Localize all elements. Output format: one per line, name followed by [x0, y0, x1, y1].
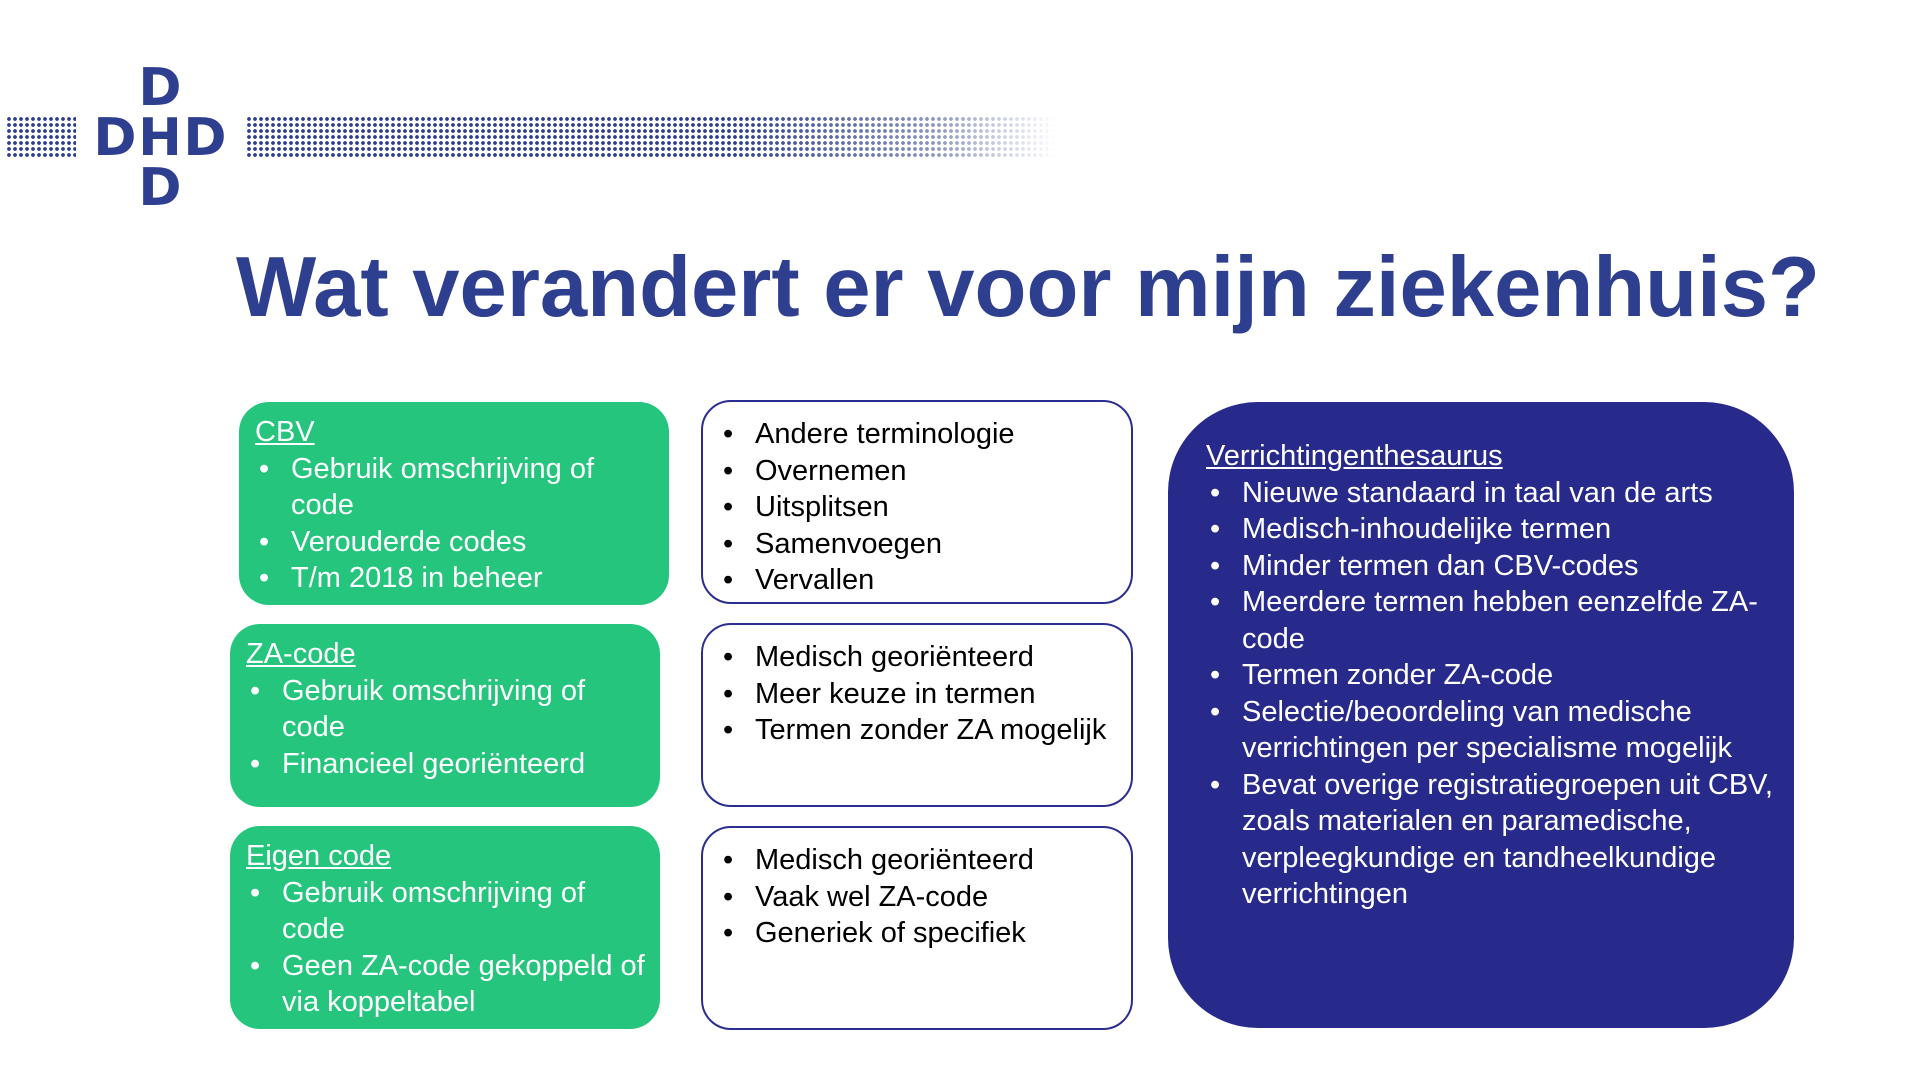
list-item-text: Gebruik omschrijving of code — [282, 674, 585, 743]
list-item — [246, 673, 646, 746]
logo-letter-right: D — [183, 108, 227, 168]
list-item — [255, 560, 655, 597]
verrichtingenthesaurus-box — [1168, 402, 1794, 1028]
bullet-icon: • — [1210, 586, 1221, 618]
list-item-text: Minder termen dan CBV-codes — [1242, 549, 1639, 582]
logo-letter-top: D — [138, 58, 182, 118]
list-item-text: Medisch-inhoudelijke termen — [1242, 513, 1612, 545]
list-item — [1206, 657, 1774, 694]
bullet-icon: • — [723, 917, 734, 949]
bullet-icon: • — [723, 418, 734, 450]
logo-letter-center: H — [138, 108, 182, 168]
eigen-code-box — [230, 826, 660, 1029]
bullet-icon: • — [723, 677, 734, 710]
cbv-list — [255, 451, 655, 597]
logo-letter-bottom: D — [138, 158, 182, 218]
bullet-icon: • — [259, 562, 270, 594]
bullet-icon: • — [259, 452, 270, 485]
list-item — [719, 416, 1117, 453]
bullet-icon: • — [1210, 513, 1221, 545]
list-item — [719, 562, 1117, 599]
list-item-text: T/m 2018 in beheer — [291, 562, 543, 594]
list-item — [255, 451, 655, 524]
slide-title: Wat verandert er voor mijn ziekenhuis? — [236, 240, 1820, 335]
list-item — [719, 879, 1117, 916]
list-item-text: Meer keuze in termen — [755, 677, 1036, 710]
list-item-text: Verouderde codes — [291, 525, 527, 558]
list-item-text: Selectie/beoordeling van medische verrichtingen per specialisme mogelijk — [1242, 695, 1732, 764]
list-item-text: Vaak wel ZA-code — [755, 880, 989, 913]
za-code-box — [230, 624, 660, 807]
list-item — [1206, 511, 1774, 548]
bullet-icon: • — [1210, 768, 1221, 801]
bullet-icon: • — [250, 876, 261, 909]
logo-mark — [92, 58, 228, 218]
logo-dot-pattern-right — [246, 116, 1056, 158]
list-item — [1206, 767, 1774, 913]
changes-box — [701, 400, 1133, 604]
list-item-text: Financieel georiënteerd — [282, 747, 586, 780]
list-item — [719, 489, 1117, 526]
eigen-code-changes-list — [719, 842, 1117, 952]
logo-dot-pattern-left — [6, 116, 76, 158]
list-item-text: Uitsplitsen — [755, 491, 889, 523]
list-item-text: Gebruik omschrijving of code — [291, 452, 594, 521]
bullet-icon: • — [250, 674, 261, 707]
eigen-code-changes-box — [701, 826, 1133, 1030]
list-item-text: Gebruik omschrijving of code — [282, 876, 585, 945]
cbv-box — [239, 402, 669, 605]
list-item-text: Bevat overige registratiegroepen uit CBV, zoals materialen en paramedische, verpleegkundige en tandheelkundige verrichtingen — [1242, 768, 1773, 910]
list-item-text: Overnemen — [755, 454, 907, 487]
list-item-text: Geen ZA-code gekoppeld of via koppeltabel — [282, 949, 645, 1018]
bullet-icon: • — [723, 844, 734, 876]
list-item — [719, 526, 1117, 563]
bullet-icon: • — [1210, 476, 1221, 509]
bullet-icon: • — [723, 527, 734, 560]
bullet-icon: • — [1210, 659, 1221, 691]
cbv-heading: CBV — [255, 416, 315, 448]
list-item — [719, 842, 1117, 879]
list-item-text: Termen zonder ZA mogelijk — [755, 714, 1107, 746]
list-item — [719, 453, 1117, 490]
list-item — [1206, 694, 1774, 767]
bullet-icon: • — [250, 949, 261, 982]
list-item — [255, 524, 655, 561]
list-item-text: Medisch georiënteerd — [755, 844, 1034, 876]
bullet-icon: • — [723, 714, 734, 746]
list-item-text: Vervallen — [755, 564, 875, 596]
bullet-icon: • — [723, 454, 734, 487]
changes-list — [719, 416, 1117, 599]
list-item — [246, 948, 646, 1021]
bullet-icon: • — [723, 491, 734, 523]
za-code-changes-list — [719, 639, 1117, 749]
logo-letter-left: D — [93, 108, 137, 168]
list-item — [719, 676, 1117, 713]
za-code-changes-box — [701, 623, 1133, 807]
list-item — [1206, 548, 1774, 585]
bullet-icon: • — [1210, 695, 1221, 728]
bullet-icon: • — [723, 880, 734, 913]
eigen-code-list — [246, 875, 646, 1021]
za-code-list — [246, 673, 646, 783]
list-item-text: Termen zonder ZA-code — [1242, 659, 1554, 691]
list-item — [719, 639, 1117, 676]
list-item-text: Andere terminologie — [755, 418, 1015, 450]
dhd-logo — [0, 58, 1070, 218]
list-item — [246, 746, 646, 783]
list-item-text: Generiek of specifiek — [755, 917, 1026, 949]
bullet-icon: • — [723, 564, 734, 596]
list-item-text: Medisch georiënteerd — [755, 641, 1034, 673]
bullet-icon: • — [1210, 549, 1221, 582]
list-item — [719, 915, 1117, 952]
list-item — [246, 875, 646, 948]
bullet-icon: • — [250, 747, 261, 780]
verrichtingenthesaurus-heading: Verrichtingenthesaurus — [1206, 440, 1503, 472]
bullet-icon: • — [723, 641, 734, 673]
list-item — [1206, 584, 1774, 657]
verrichtingenthesaurus-list — [1206, 475, 1774, 913]
list-item-text: Nieuwe standaard in taal van de arts — [1242, 476, 1713, 509]
eigen-code-heading: Eigen code — [246, 840, 392, 872]
list-item-text: Samenvoegen — [755, 527, 943, 560]
list-item-text: Meerdere termen hebben eenzelfde ZA-code — [1242, 586, 1758, 655]
list-item — [1206, 475, 1774, 512]
list-item — [719, 712, 1117, 749]
za-code-heading: ZA-code — [246, 638, 356, 670]
bullet-icon: • — [259, 525, 270, 558]
